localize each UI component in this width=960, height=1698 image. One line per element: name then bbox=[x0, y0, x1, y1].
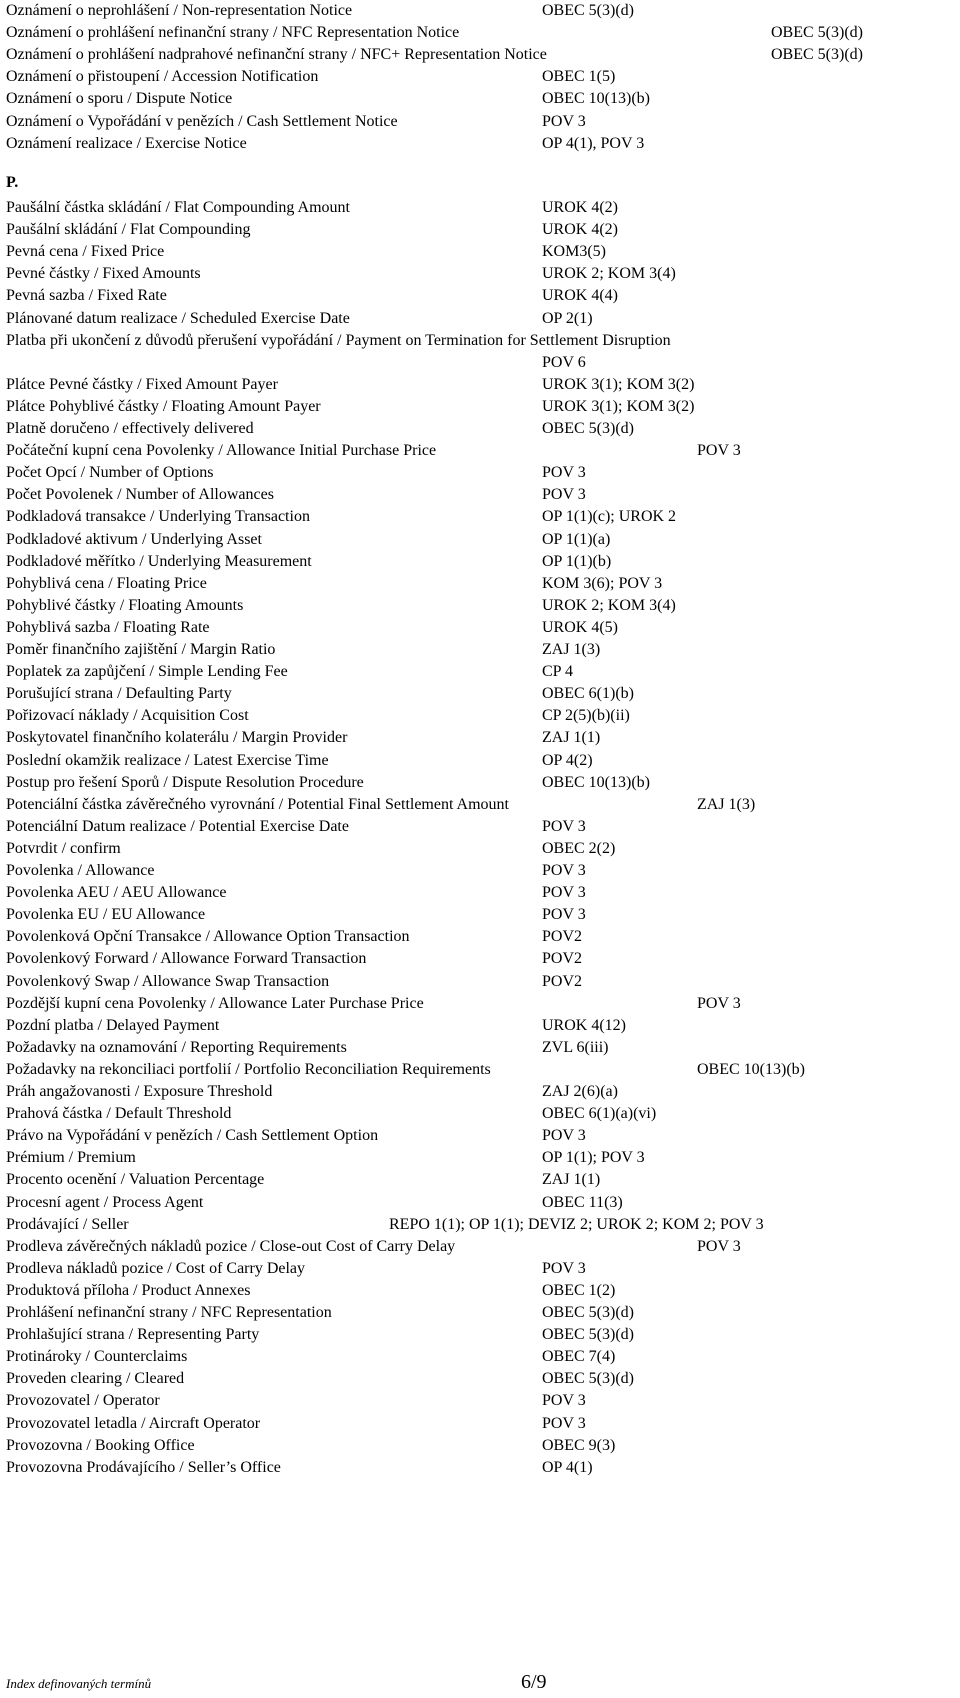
entry-reference: POV 3 bbox=[697, 1237, 741, 1255]
entry-reference: REPO 1(1); OP 1(1); DEVIZ 2; UROK 2; KOM 2; POV 3 bbox=[389, 1215, 764, 1233]
entry-reference: ZAJ 1(1) bbox=[542, 1171, 601, 1189]
entry-term: Procesní agent / Process Agent bbox=[6, 1193, 204, 1211]
entry-term: Oznámení o Vypořádání v penězích / Cash Settlement Notice bbox=[6, 112, 398, 130]
entry-term: Pozdní platba / Delayed Payment bbox=[6, 1016, 220, 1034]
entry-term: Produktová příloha / Product Annexes bbox=[6, 1281, 251, 1299]
entry-term: Práh angažovanosti / Exposure Threshold bbox=[6, 1083, 273, 1100]
entry-reference: POV 3 bbox=[542, 817, 586, 835]
entry-reference: POV 3 bbox=[542, 884, 586, 902]
entry-term: Prodleva nákladů pozice / Cost of Carry Delay bbox=[6, 1259, 306, 1277]
entry-reference: UROK 3(1); KOM 3(2) bbox=[542, 397, 695, 415]
entry-term: Pořizovací náklady / Acquisition Cost bbox=[6, 707, 249, 725]
entry-term: Paušální částka skládání / Flat Compounding Amount bbox=[6, 199, 350, 216]
entry-reference: OP 4(1) bbox=[542, 1458, 593, 1476]
entry-reference: OBEC 10(13)(b) bbox=[542, 773, 650, 791]
entry-term: Pevná sazba / Fixed Rate bbox=[6, 287, 167, 305]
entry-reference: OBEC 2(2) bbox=[542, 839, 616, 857]
entry-term: Poplatek za zapůjčení / Simple Lending Fee bbox=[6, 663, 288, 681]
entry-term: Pevná cena / Fixed Price bbox=[6, 243, 165, 261]
entry-term: Povolenkový Swap / Allowance Swap Transaction bbox=[6, 972, 330, 990]
entry-reference: KOM3(5) bbox=[542, 243, 606, 261]
entry-term: Pohyblivé částky / Floating Amounts bbox=[6, 596, 244, 614]
entry-term: Plátce Pohyblivé částky / Floating Amount Payer bbox=[6, 397, 321, 415]
entry-reference: UROK 4(4) bbox=[542, 287, 618, 305]
entry-reference: POV 3 bbox=[542, 1392, 586, 1410]
entry-term: Požadavky na oznamování / Reporting Requirements bbox=[6, 1038, 347, 1056]
entry-term: Potenciální částka závěrečného vyrovnání / Potential Final Settlement Amount bbox=[6, 795, 509, 813]
entry-term: Poskytovatel finančního kolaterálu / Margin Provider bbox=[6, 729, 348, 747]
entry-reference: POV2 bbox=[542, 950, 583, 968]
entry-term: Oznámení o prohlášení nadprahové nefinanční strany / NFC+ Representation Notice bbox=[6, 46, 547, 64]
entry-term: Prahová částka / Default Threshold bbox=[6, 1105, 232, 1123]
entry-reference: UROK 4(5) bbox=[542, 618, 618, 636]
entry-reference: OBEC 5(3)(d) bbox=[771, 24, 863, 42]
entry-term: Platně doručeno / effectively delivered bbox=[6, 420, 254, 437]
entry-term: Poměr finančního zajištění / Margin Ratio bbox=[6, 641, 276, 658]
entry-reference: OBEC 1(5) bbox=[542, 68, 616, 86]
footer-title: Index definovaných termínů bbox=[6, 1676, 152, 1691]
entry-term: Pohyblivá sazba / Floating Rate bbox=[6, 618, 210, 636]
entry-term: Prohlašující strana / Representing Party bbox=[6, 1326, 260, 1344]
entry-term: Povolenka / Allowance bbox=[6, 862, 155, 879]
entry-reference: POV 3 bbox=[542, 486, 586, 504]
entry-term: Prodleva závěrečných nákladů pozice / Close-out Cost of Carry Delay bbox=[6, 1237, 456, 1255]
entry-reference: OBEC 6(1)(a)(vi) bbox=[542, 1105, 657, 1123]
entry-reference: OP 1(1); POV 3 bbox=[542, 1149, 645, 1167]
entry-reference: OP 1(1)(b) bbox=[542, 552, 612, 570]
entry-reference: OBEC 5(3)(d) bbox=[542, 1370, 634, 1388]
entry-term: Plátce Pevné částky / Fixed Amount Payer bbox=[6, 375, 278, 393]
entry-term: Porušující strana / Defaulting Party bbox=[6, 685, 232, 703]
entry-term: Provozovna / Booking Office bbox=[6, 1436, 195, 1454]
entry-reference: POV 3 bbox=[697, 442, 741, 460]
entry-reference: ZVL 6(iii) bbox=[542, 1038, 609, 1056]
entry-term: Podkladové měřítko / Underlying Measurement bbox=[6, 552, 312, 570]
entry-reference: UROK 2; KOM 3(4) bbox=[542, 596, 676, 614]
entry-term: Prodávající / Seller bbox=[6, 1215, 129, 1233]
entry-reference: UROK 4(12) bbox=[542, 1016, 626, 1034]
entry-term: Prohlášení nefinanční strany / NFC Representation bbox=[6, 1304, 332, 1321]
entry-reference: OP 1(1)(a) bbox=[542, 530, 611, 548]
entry-term: Povolenková Opční Transakce / Allowance Option Transaction bbox=[6, 928, 410, 946]
entry-reference: CP 2(5)(b)(ii) bbox=[542, 707, 630, 725]
entry-term: Oznámení o přistoupení / Accession Notification bbox=[6, 68, 319, 86]
entry-reference: OBEC 10(13)(b) bbox=[697, 1060, 805, 1078]
entry-reference: POV 3 bbox=[542, 1414, 586, 1432]
entry-reference: OP 4(2) bbox=[542, 751, 593, 769]
entry-term: Poslední okamžik realizace / Latest Exercise Time bbox=[6, 751, 329, 769]
entry-reference: POV 6 bbox=[542, 353, 586, 371]
entry-term: Platba při ukončení z důvodů přerušení vypořádání / Payment on Termination for Settlement Disruption bbox=[6, 331, 671, 349]
entry-term: Protinároky / Counterclaims bbox=[6, 1348, 188, 1366]
entry-term: Povolenka AEU / AEU Allowance bbox=[6, 884, 227, 902]
entry-reference: OBEC 6(1)(b) bbox=[542, 685, 634, 703]
entry-reference: UROK 4(2) bbox=[542, 199, 618, 216]
entry-reference: UROK 3(1); KOM 3(2) bbox=[542, 375, 695, 393]
entry-reference: OBEC 5(3)(d) bbox=[771, 46, 863, 64]
entry-reference: POV 3 bbox=[542, 1259, 586, 1277]
entry-reference: POV2 bbox=[542, 972, 583, 990]
entry-reference: UROK 2; KOM 3(4) bbox=[542, 265, 676, 283]
entry-term: Pevné částky / Fixed Amounts bbox=[6, 265, 201, 283]
entry-term: Potenciální Datum realizace / Potential Exercise Date bbox=[6, 817, 349, 835]
entry-term: Procento ocenění / Valuation Percentage bbox=[6, 1171, 265, 1189]
entry-reference: OP 4(1), POV 3 bbox=[542, 134, 645, 152]
entry-reference: OBEC 5(3)(d) bbox=[542, 1304, 634, 1321]
entry-reference: OP 1(1)(c); UROK 2 bbox=[542, 508, 677, 526]
entry-term: Oznámení o prohlášení nefinanční strany / NFC Representation Notice bbox=[6, 24, 460, 42]
entry-reference: OBEC 5(3)(d) bbox=[542, 420, 634, 437]
entry-term: Provozovatel letadla / Aircraft Operator bbox=[6, 1414, 261, 1432]
entry-term: Povolenka EU / EU Allowance bbox=[6, 906, 206, 924]
entry-reference: ZAJ 2(6)(a) bbox=[542, 1083, 618, 1100]
entry-term: Oznámení realizace / Exercise Notice bbox=[6, 134, 247, 152]
entry-term: Provozovna Prodávajícího / Seller’s Office bbox=[6, 1458, 281, 1476]
entry-reference: POV 3 bbox=[542, 862, 586, 879]
entry-term: Proveden clearing / Cleared bbox=[6, 1370, 185, 1388]
entry-term: Oznámení o neprohlášení / Non-representation Notice bbox=[6, 2, 353, 19]
entry-term: Postup pro řešení Sporů / Dispute Resolution Procedure bbox=[6, 773, 364, 791]
entry-reference: ZAJ 1(3) bbox=[697, 795, 756, 813]
entry-reference: OP 2(1) bbox=[542, 309, 593, 327]
entry-reference: OBEC 10(13)(b) bbox=[542, 90, 650, 108]
entry-term: Pozdější kupní cena Povolenky / Allowance Later Purchase Price bbox=[6, 994, 424, 1012]
entry-reference: POV 3 bbox=[542, 1127, 586, 1145]
entry-term: Oznámení o sporu / Dispute Notice bbox=[6, 90, 233, 108]
entry-reference: POV2 bbox=[542, 928, 583, 946]
entry-term: Podkladové aktivum / Underlying Asset bbox=[6, 530, 262, 548]
entry-term: Provozovatel / Operator bbox=[6, 1392, 160, 1410]
entry-reference: KOM 3(6); POV 3 bbox=[542, 574, 663, 592]
entry-term: Počet Opcí / Number of Options bbox=[6, 464, 214, 482]
entry-term: Pohyblivá cena / Floating Price bbox=[6, 574, 207, 592]
entry-reference: OBEC 1(2) bbox=[542, 1281, 616, 1299]
entry-reference: CP 4 bbox=[542, 663, 573, 681]
entry-reference: OBEC 11(3) bbox=[542, 1193, 623, 1211]
entry-reference: OBEC 7(4) bbox=[542, 1348, 616, 1366]
entry-reference: POV 3 bbox=[542, 906, 586, 924]
entry-reference: OBEC 5(3)(d) bbox=[542, 1326, 634, 1344]
entry-term: Počáteční kupní cena Povolenky / Allowance Initial Purchase Price bbox=[6, 442, 437, 460]
entry-term: Požadavky na rekonciliaci portfolií / Portfolio Reconciliation Requirements bbox=[6, 1060, 491, 1078]
entry-reference: POV 3 bbox=[542, 112, 586, 130]
entry-term: Povolenkový Forward / Allowance Forward Transaction bbox=[6, 950, 367, 968]
section-letter: P. bbox=[6, 174, 19, 191]
entry-reference: ZAJ 1(1) bbox=[542, 729, 601, 747]
entry-term: Paušální skládání / Flat Compounding bbox=[6, 221, 251, 239]
entry-reference: OBEC 9(3) bbox=[542, 1436, 616, 1454]
entry-term: Potvrdit / confirm bbox=[6, 839, 121, 857]
entry-term: Podkladová transakce / Underlying Transaction bbox=[6, 508, 310, 526]
entry-term: Prémium / Premium bbox=[6, 1149, 136, 1167]
entry-term: Právo na Vypořádání v penězích / Cash Settlement Option bbox=[6, 1127, 379, 1145]
entry-reference: UROK 4(2) bbox=[542, 221, 618, 239]
entry-term: Plánované datum realizace / Scheduled Exercise Date bbox=[6, 309, 350, 327]
entry-term: Počet Povolenek / Number of Allowances bbox=[6, 486, 274, 504]
page-number: 6/9 bbox=[521, 1671, 547, 1693]
entry-reference: OBEC 5(3)(d) bbox=[542, 2, 634, 19]
entry-reference: POV 3 bbox=[542, 464, 586, 482]
entry-reference: ZAJ 1(3) bbox=[542, 641, 601, 658]
entry-reference: POV 3 bbox=[697, 994, 741, 1012]
